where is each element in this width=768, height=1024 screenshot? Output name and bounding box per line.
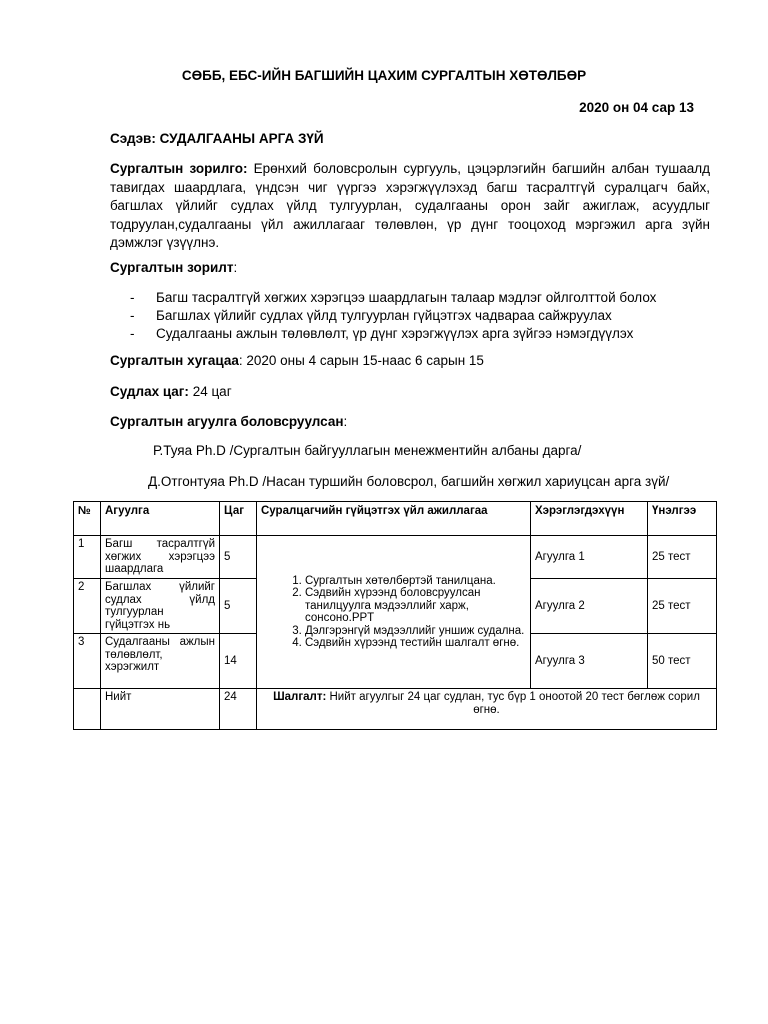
goal-paragraph	[110, 160, 710, 253]
subject-line: Сэдэв: СУДАЛГААНЫ АРГА ЗҮЙ	[110, 131, 324, 146]
header-materials: Хэрэглэгдэхүүн	[531, 502, 648, 536]
header-hours: Цаг	[220, 502, 257, 536]
total-label: Нийт	[101, 689, 220, 730]
author-2: Д.Отгонтуяа Ph.D /Насан туршийн боловсрол, багшийн хөгжил хариуцсан арга зүй/	[148, 474, 670, 489]
content-developers-line	[110, 414, 347, 429]
activity-item: 1. Сургалтын хөтөлбөртэй танилцана.	[305, 575, 526, 588]
duration-label: Сургалтын хугацаа	[110, 353, 239, 368]
activity-item: 2. Сэдвийн хүрээнд боловсруулсан танилцуулга мэдээллийг харж, сонсоно.PPT	[305, 587, 526, 625]
objectives-heading	[110, 260, 237, 275]
activities-list	[261, 575, 526, 650]
row-hours: 5	[220, 536, 257, 579]
header-no: №	[74, 502, 101, 536]
table-row	[74, 536, 717, 579]
table-total-row	[74, 689, 717, 730]
objective-text: Багш тасралтгүй хөгжих хэрэгцээ шаардлагын талаар мэдлэг ойлголттой болох	[156, 290, 657, 305]
document-title: СӨББ, ЕБС-ИЙН БАГШИЙН ЦАХИМ СУРГАЛТЫН ХӨТӨЛБӨР	[181, 68, 587, 83]
row-hours: 14	[220, 634, 257, 689]
row-topic: Багш тасралтгүй хөгжих хэрэгцээ шаардлага	[101, 536, 220, 579]
document-date: 2020 он 04 сар 13	[579, 100, 694, 115]
row-topic: Судалгааны ажлын төлөвлөлт, хэрэгжилт	[101, 634, 220, 689]
study-hours-line	[110, 384, 232, 399]
total-hours: 24	[220, 689, 257, 730]
exam-text: Нийт агуулгыг 24 цаг судлан, тус бүр 1 оноотой 20 тест бөглөж сорил өгнө.	[326, 691, 700, 716]
header-evaluation: Үнэлгээ	[648, 502, 717, 536]
header-activities: Суралцагчийн гүйцэтгэх үйл ажиллагаа	[257, 502, 531, 536]
objective-text: Судалгааны ажлын төлөвлөлт, үр дүнг хэрэгжүүлэх арга зүйгээ нэмэгдүүлэх	[156, 326, 634, 341]
exam-cell	[257, 689, 717, 730]
row-material: Агуулга 2	[531, 579, 648, 634]
duration-line	[110, 353, 484, 368]
row-topic: Багшлах үйлийг судлах үйлд тулгуурлан гүйцэтгэх нь	[101, 579, 220, 634]
goal-text: Ерөнхий боловсролын сургууль, цэцэрлэгийн багшийн албан тушаалд тавигдах шаардлага, үндсэн чиг үүргээ хэрэгжүүлэхэд багш тасралтгүй суралцагч байх, багшлах үйлийг судлах үйлд тулгуурлан, судалгааны орон зайг ажиглаж, асуудлыг тодруулан,судалгааны үйл ажиллагааг төлөвлөн, үр дүнг тооцоход мэргэжил арга зүйн дэмжлэг үзүүлнэ.	[110, 161, 710, 250]
duration-value: : 2020 оны 4 сарын 15-наас 6 сарын 15	[238, 353, 484, 368]
table-header-row	[74, 502, 717, 536]
row-no: 1	[74, 536, 101, 579]
row-no: 3	[74, 634, 101, 689]
total-no-cell	[74, 689, 101, 730]
activity-item: 3. Дэлгэрэнгүй мэдээллийг уншиж судална.	[305, 625, 526, 638]
header-topic: Агуулга	[101, 502, 220, 536]
content-developers-suffix: :	[343, 414, 348, 429]
goal-label: Сургалтын зорилго:	[110, 161, 248, 176]
study-hours-label: Судлах цаг:	[110, 384, 189, 399]
row-hours: 5	[220, 579, 257, 634]
row-material: Агуулга 1	[531, 536, 648, 579]
row-material: Агуулга 3	[531, 634, 648, 689]
activities-cell	[257, 536, 531, 689]
row-no: 2	[74, 579, 101, 634]
row-evaluation: 25 тест	[648, 579, 717, 634]
curriculum-table	[73, 501, 717, 730]
objectives-list	[130, 289, 656, 343]
objectives-suffix: :	[233, 260, 238, 275]
content-developers-label: Сургалтын агуулга боловсруулсан	[110, 414, 344, 429]
study-hours-value: 24 цаг	[188, 384, 232, 399]
row-evaluation: 25 тест	[648, 536, 717, 579]
objective-item: - Багш тасралтгүй хөгжих хэрэгцээ шаардлагын талаар мэдлэг ойлголттой болох	[130, 290, 657, 305]
activity-item: 4. Сэдвийн хүрээнд тестийн шалгалт өгнө.	[305, 637, 526, 650]
objective-text: Багшлах үйлийг судлах үйлд тулгуурлан гүйцэтгэх чадвараа сайжруулах	[156, 308, 612, 323]
objective-item: - Багшлах үйлийг судлах үйлд тулгуурлан гүйцэтгэх чадвараа сайжруулах	[130, 308, 612, 323]
exam-label: Шалгалт:	[273, 691, 327, 703]
author-1: Р.Туяа Ph.D /Сургалтын байгууллагын менежментийн албаны дарга/	[153, 443, 582, 458]
objective-item: - Судалгааны ажлын төлөвлөлт, үр дүнг хэрэгжүүлэх арга зүйгээ нэмэгдүүлэх	[130, 326, 634, 341]
objectives-label: Сургалтын зорилт	[110, 260, 234, 275]
row-evaluation: 50 тест	[648, 634, 717, 689]
